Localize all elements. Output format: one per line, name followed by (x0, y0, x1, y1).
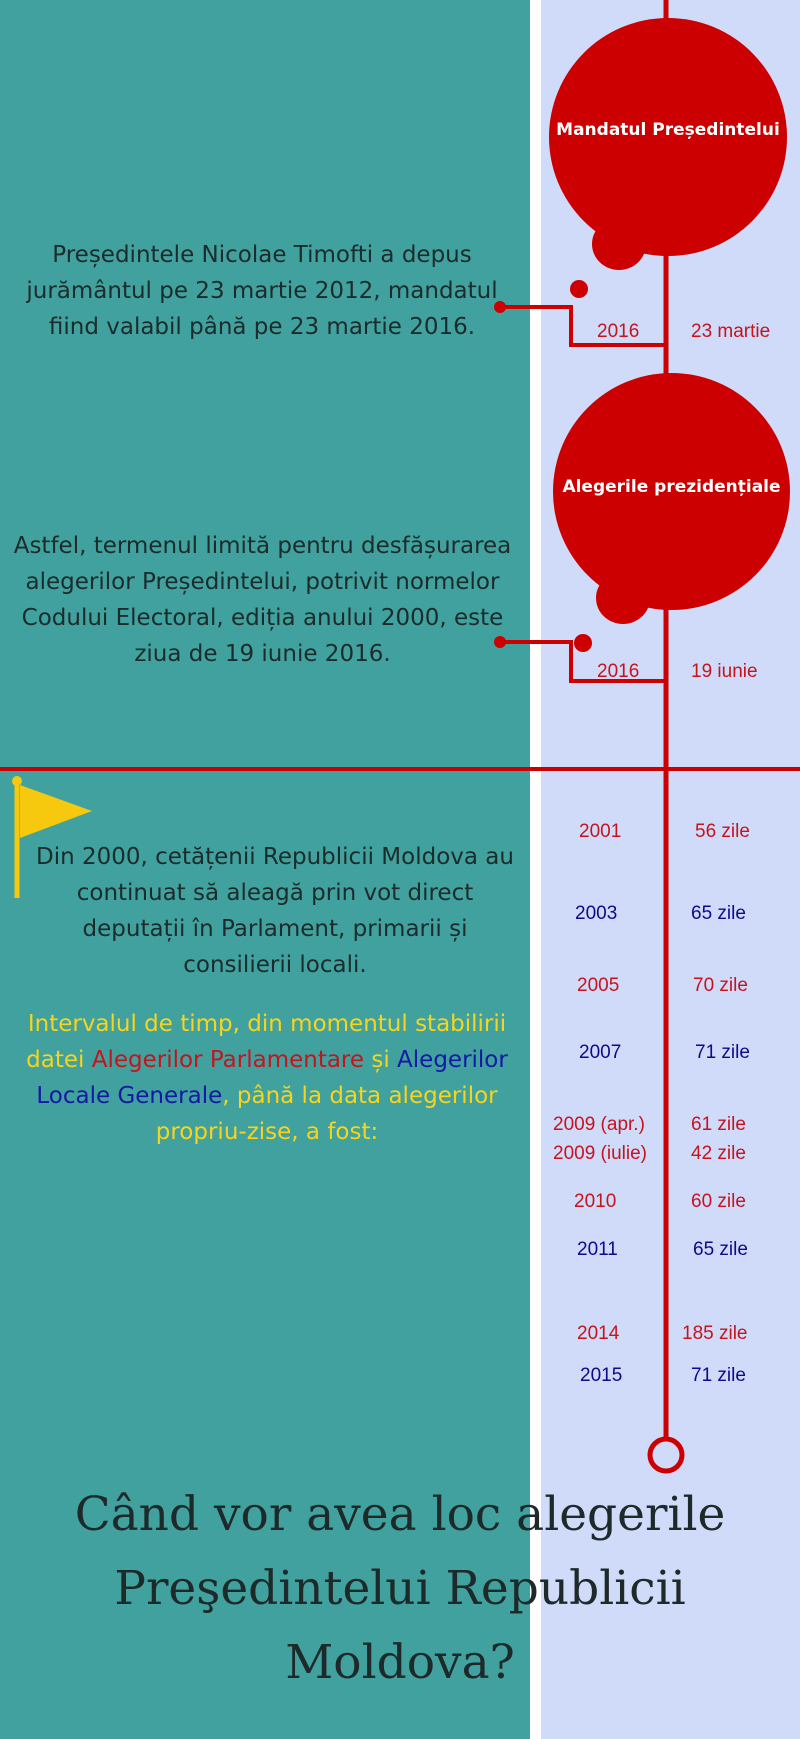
timeline-year: 2009 (iulie) (553, 1143, 647, 1164)
intro-text: Din 2000, cetățenii Republicii Moldova au continuat să aleagă prin vot direct deputații în Parlament, primarii și consilierii locali. (36, 844, 514, 978)
timeline-days: 42 zile (691, 1143, 746, 1164)
interval-text-part1: Intervalul de timp, din momentul stabilirii datei (26, 1011, 507, 1073)
elections-date: 19 iunie (691, 661, 758, 682)
timeline-year: 2014 (577, 1323, 620, 1344)
timeline-days: 185 zile (682, 1323, 748, 1344)
timeline-year: 2007 (579, 1042, 622, 1063)
mandate-bubble-title: Mandatul Președintelui (556, 120, 780, 140)
timeline-days: 65 zile (693, 1239, 748, 1260)
mandate-connector (500, 307, 666, 345)
interval-text-part2: și (364, 1047, 398, 1073)
mandate-year: 2016 (597, 321, 640, 342)
timeline-year: 2009 (apr.) (553, 1114, 645, 1135)
elections-small-dot (574, 634, 592, 652)
mandate-date: 23 martie (691, 321, 771, 342)
timeline-days: 71 zile (691, 1365, 746, 1386)
mandate-text: Președintele Nicolae Timofti a depus jurământul pe 23 martie 2012, mandatul fiind valabil până pe 23 martie 2016. (26, 242, 498, 340)
timeline-year: 2005 (577, 975, 620, 996)
timeline-days: 61 zile (691, 1114, 746, 1135)
interval-text (22, 1006, 512, 1150)
elections-bubble-tail (596, 572, 650, 624)
timeline-year: 2015 (580, 1365, 623, 1386)
timeline-year: 2011 (577, 1239, 618, 1260)
page-title: Când vor avea loc alegerile Preşedintelui Republicii Moldova? (74, 1487, 726, 1690)
mandate-small-dot (570, 280, 588, 298)
timeline-days: 60 zile (691, 1191, 746, 1212)
timeline-year: 2001 (579, 821, 622, 842)
timeline-year: 2010 (574, 1191, 617, 1212)
timeline-days: 56 zile (695, 821, 750, 842)
timeline-year: 2003 (575, 903, 618, 924)
interval-parliamentary: Alegerilor Parlamentare (91, 1047, 365, 1073)
elections-year: 2016 (597, 661, 640, 682)
timeline-days: 65 zile (691, 903, 746, 924)
interval-local: Alegerilor Locale Generale (36, 1047, 508, 1109)
mandate-bubble-tail (592, 218, 646, 270)
elections-bubble-title: Alegerile prezidențiale (562, 477, 781, 497)
timeline-end-circle (650, 1439, 682, 1471)
elections-text: Astfel, termenul limită pentru desfășurarea alegerilor Președintelui, potrivit normelor Codului Electoral, ediția anului 2000, este ziua de 19 iunie 2016. (13, 533, 512, 667)
timeline-days: 70 zile (693, 975, 748, 996)
interval-text-part3: , până la data alegerilor propriu-zise, a fost: (155, 1083, 498, 1145)
timeline-days: 71 zile (695, 1042, 750, 1063)
